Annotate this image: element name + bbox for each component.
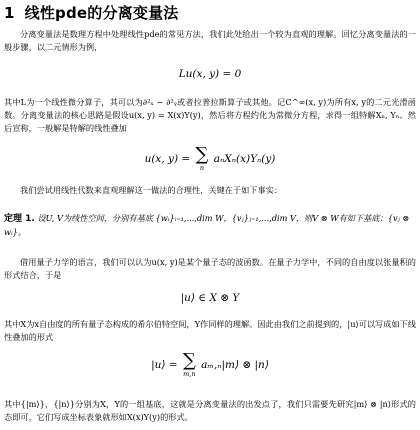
equation-operator: Lu(x, y) = 0 <box>178 68 242 80</box>
equation-tensor-membership: |u⟩ ∈ X ⊗ Y <box>180 292 240 304</box>
theorem-body: 设U, V为线性空间，分别有基底 {wᵢ}ᵢ₌₁,...,dim W，{vⱼ}ⱼ₌₁,...,dim V，则V ⊗ W有如下基底：{vⱼ ⊗ wᵢ}。 <box>4 213 410 237</box>
summation-symbol <box>196 146 209 172</box>
paragraph-intro: 分离变量法是数理方程中处理线性pde的常见方法，我们此处给出一个较为直观的理解。回忆分离变量法的一般步骤，以二元情形为例， <box>4 29 416 52</box>
theorem-label: 定理 1. <box>4 214 35 224</box>
summation-index: n <box>199 164 205 172</box>
paragraph-method: 其中L为一个线性微分算子，其可以为∂²ₓ − ∂²ᵧ或者拉普拉斯算子或其他。记C^∞(x, y)为所有x, y的二元光滑函数。分离变量法的核心思路是假设u(x, y) = X(x)Y(y)，然后将方程约化为常微分方程，求得一组特解Xₙ, Yₙ。然后宣称，一般解是特解的线性叠加 <box>4 97 416 133</box>
sigma-glyph: ∑ <box>195 144 209 165</box>
paragraph-quantum: 借用量子力学的语言，我们可以认为u(x, y)是某个量子态的波函数。在量子力学中，不同的自由度以张量积的形式结合，于是 <box>4 257 416 280</box>
theorem-block <box>4 212 416 239</box>
equation-superposition-lhs: u(x, y) = <box>144 152 191 165</box>
equation-superposition-rhs: aₙXₙ(x)Yₙ(y) <box>213 152 276 165</box>
sigma-glyph-2: ∑ <box>182 350 196 371</box>
paragraph-linear-algebra: 我们尝试用线性代数来直观理解这一做法的合理性，关键在于如下事实： <box>20 185 283 195</box>
paragraph-conclusion: 其中{|m⟩}，{|n⟩}分别为X，Y的一组基底，这就是分离变量法的出发点了，我们只需要先研究|m⟩ ⊗ |n⟩形式的态即可，它们写成坐标表象就形如X(x)Y(y)的形式。 <box>4 399 416 422</box>
equation-basis-expansion <box>0 352 420 378</box>
summation-index-2: m,n <box>183 370 196 378</box>
section-number: 1 <box>4 4 15 22</box>
equation-superposition <box>0 146 420 172</box>
equation-basis-rhs: aₘ,ₙ|m⟩ ⊗ |n⟩ <box>201 358 269 371</box>
summation-symbol-2 <box>183 352 196 378</box>
paragraph-hilbert: 其中X为x自由度的所有量子态构成的希尔伯特空间，Y作同样的理解。因此由我们之前提到的，|u⟩可以写成如下线性叠加的形式 <box>4 319 416 342</box>
section-title <box>4 2 179 23</box>
equation-basis-lhs: |u⟩ = <box>151 358 178 371</box>
section-title-text: 线性pde的分离变量法 <box>24 4 179 22</box>
